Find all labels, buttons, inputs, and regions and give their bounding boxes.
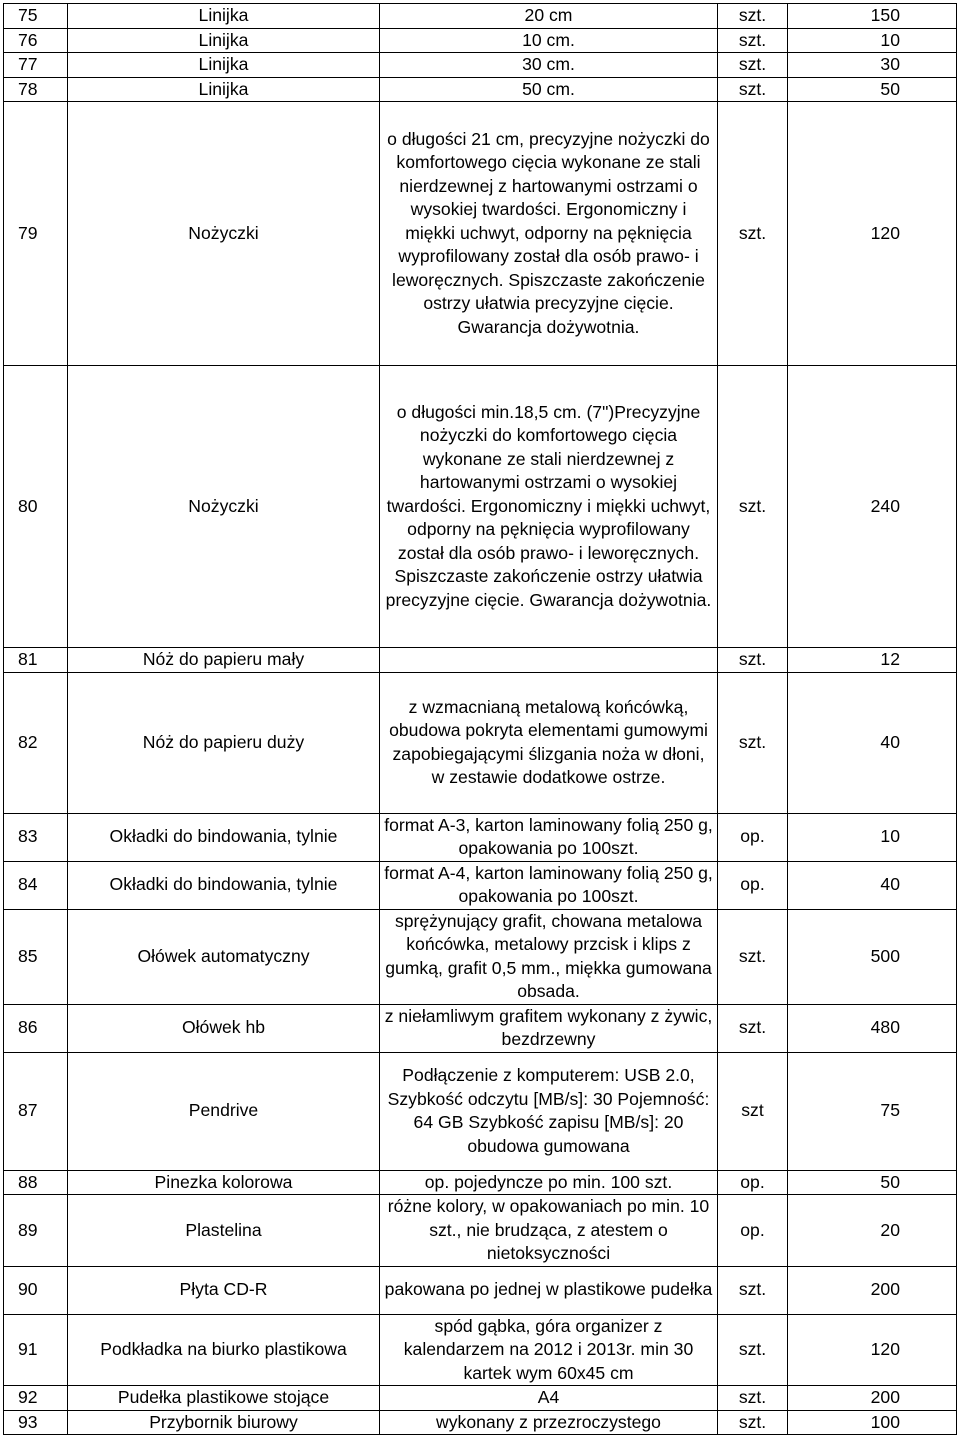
table-row bbox=[4, 909, 957, 1004]
item-number: 75 bbox=[4, 4, 68, 29]
item-number: 76 bbox=[4, 28, 68, 53]
item-description: 10 cm. bbox=[380, 28, 718, 53]
table-row bbox=[4, 366, 957, 648]
item-description: sprężynujący grafit, chowana metalowa końcówka, metalowy przcisk i klips z gumką, grafit 0,5 mm., miękka gumowana obsada. bbox=[380, 909, 718, 1004]
item-number: 87 bbox=[4, 1052, 68, 1170]
item-number: 77 bbox=[4, 53, 68, 78]
item-unit: szt. bbox=[718, 1386, 788, 1411]
item-number: 89 bbox=[4, 1195, 68, 1267]
item-number: 91 bbox=[4, 1314, 68, 1386]
item-description: pakowana po jednej w plastikowe pudełka bbox=[380, 1266, 718, 1314]
item-name: Nożyczki bbox=[68, 366, 380, 648]
item-description: 30 cm. bbox=[380, 53, 718, 78]
item-quantity: 50 bbox=[788, 1170, 957, 1195]
item-quantity: 120 bbox=[788, 1314, 957, 1386]
item-name: Pudełka plastikowe stojące bbox=[68, 1386, 380, 1411]
item-number: 83 bbox=[4, 813, 68, 861]
item-name: Linijka bbox=[68, 28, 380, 53]
item-number: 88 bbox=[4, 1170, 68, 1195]
item-description: format A-4, karton laminowany folią 250 g, opakowania po 100szt. bbox=[380, 861, 718, 909]
item-quantity: 75 bbox=[788, 1052, 957, 1170]
item-unit: szt bbox=[718, 1052, 788, 1170]
item-unit: szt. bbox=[718, 648, 788, 673]
item-name: Okładki do bindowania, tylnie bbox=[68, 861, 380, 909]
item-quantity: 480 bbox=[788, 1004, 957, 1052]
item-name: Przybornik biurowy bbox=[68, 1410, 380, 1435]
item-number: 84 bbox=[4, 861, 68, 909]
item-unit: szt. bbox=[718, 77, 788, 102]
item-quantity: 150 bbox=[788, 4, 957, 29]
item-unit: szt. bbox=[718, 672, 788, 813]
item-unit: szt. bbox=[718, 4, 788, 29]
item-description: spód gąbka, góra organizer z kalendarzem na 2012 i 2013r. min 30 kartek wym 60x45 cm bbox=[380, 1314, 718, 1386]
item-name: Nożyczki bbox=[68, 102, 380, 366]
item-unit: szt. bbox=[718, 909, 788, 1004]
item-unit: op. bbox=[718, 1170, 788, 1195]
table-row bbox=[4, 813, 957, 861]
item-quantity: 500 bbox=[788, 909, 957, 1004]
table-row bbox=[4, 4, 957, 29]
item-name: Płyta CD-R bbox=[68, 1266, 380, 1314]
item-quantity: 120 bbox=[788, 102, 957, 366]
item-quantity: 40 bbox=[788, 861, 957, 909]
table-row bbox=[4, 672, 957, 813]
table-row bbox=[4, 102, 957, 366]
item-description: o długości min.18,5 cm. (7")Precyzyjne nożyczki do komfortowego cięcia wykonane ze stali nierdzewnej z hartowanymi ostrzami o wysokiej twardości. Ergonomiczny i miękki uchwyt, odporny na pęknięcia wyprofilowany został dla osób prawo- i leworęcznych. Spiszczaste zakończenie ostrzy ułatwia precyzyjne cięcie. Gwarancja dożywotnia. bbox=[380, 366, 718, 648]
item-name: Ołówek automatyczny bbox=[68, 909, 380, 1004]
item-description: z niełamliwym grafitem wykonany z żywic, bezdrzewny bbox=[380, 1004, 718, 1052]
item-unit: op. bbox=[718, 861, 788, 909]
item-number: 86 bbox=[4, 1004, 68, 1052]
item-name: Pendrive bbox=[68, 1052, 380, 1170]
table-row bbox=[4, 28, 957, 53]
item-unit: op. bbox=[718, 813, 788, 861]
item-number: 78 bbox=[4, 77, 68, 102]
item-quantity: 50 bbox=[788, 77, 957, 102]
item-name: Linijka bbox=[68, 53, 380, 78]
item-quantity: 30 bbox=[788, 53, 957, 78]
table-row bbox=[4, 1410, 957, 1435]
item-name: Linijka bbox=[68, 4, 380, 29]
item-number: 81 bbox=[4, 648, 68, 673]
item-number: 93 bbox=[4, 1410, 68, 1435]
item-description: format A-3, karton laminowany folią 250 g, opakowania po 100szt. bbox=[380, 813, 718, 861]
table-row bbox=[4, 77, 957, 102]
table-row bbox=[4, 861, 957, 909]
item-name: Nóż do papieru duży bbox=[68, 672, 380, 813]
item-name: Podkładka na biurko plastikowa bbox=[68, 1314, 380, 1386]
item-quantity: 10 bbox=[788, 813, 957, 861]
table-row bbox=[4, 1052, 957, 1170]
item-quantity: 100 bbox=[788, 1410, 957, 1435]
item-description: z wzmacnianą metalową końcówką, obudowa pokryta elementami gumowymi zapobiegającymi ślizgania noża w dłoni, w zestawie dodatkowe ostrze. bbox=[380, 672, 718, 813]
item-name: Okładki do bindowania, tylnie bbox=[68, 813, 380, 861]
item-description: 20 cm bbox=[380, 4, 718, 29]
table-row bbox=[4, 1266, 957, 1314]
item-description bbox=[380, 648, 718, 673]
item-quantity: 20 bbox=[788, 1195, 957, 1267]
item-number: 85 bbox=[4, 909, 68, 1004]
table-row bbox=[4, 1386, 957, 1411]
item-name: Ołówek hb bbox=[68, 1004, 380, 1052]
item-unit: op. bbox=[718, 1195, 788, 1267]
item-number: 90 bbox=[4, 1266, 68, 1314]
item-name: Linijka bbox=[68, 77, 380, 102]
table-row bbox=[4, 1004, 957, 1052]
item-name: Plastelina bbox=[68, 1195, 380, 1267]
item-name: Nóż do papieru mały bbox=[68, 648, 380, 673]
item-unit: szt. bbox=[718, 28, 788, 53]
items-table bbox=[3, 3, 957, 1435]
item-description: 50 cm. bbox=[380, 77, 718, 102]
table-row bbox=[4, 53, 957, 78]
item-quantity: 200 bbox=[788, 1386, 957, 1411]
item-number: 92 bbox=[4, 1386, 68, 1411]
item-unit: szt. bbox=[718, 1410, 788, 1435]
item-description: op. pojedyncze po min. 100 szt. bbox=[380, 1170, 718, 1195]
item-quantity: 10 bbox=[788, 28, 957, 53]
item-description: Podłączenie z komputerem: USB 2.0, Szybkość odczytu [MB/s]: 30 Pojemność: 64 GB Szybkość zapisu [MB/s]: 20 obudowa gumowana bbox=[380, 1052, 718, 1170]
table-row bbox=[4, 1195, 957, 1267]
item-number: 79 bbox=[4, 102, 68, 366]
item-description: o długości 21 cm, precyzyjne nożyczki do komfortowego cięcia wykonane ze stali nierdzewnej z hartowanymi ostrzami o wysokiej twardości. Ergonomiczny i miękki uchwyt, odporny na pęknięcia wyprofilowany został dla osób prawo- i leworęcznych. Spiszczaste zakończenie ostrzy ułatwia precyzyjne cięcie. Gwarancja dożywotnia. bbox=[380, 102, 718, 366]
item-quantity: 40 bbox=[788, 672, 957, 813]
table-row bbox=[4, 1314, 957, 1386]
item-unit: szt. bbox=[718, 102, 788, 366]
item-quantity: 240 bbox=[788, 366, 957, 648]
item-quantity: 12 bbox=[788, 648, 957, 673]
item-quantity: 200 bbox=[788, 1266, 957, 1314]
item-unit: szt. bbox=[718, 1266, 788, 1314]
item-unit: szt. bbox=[718, 366, 788, 648]
table-row bbox=[4, 1170, 957, 1195]
item-description: A4 bbox=[380, 1386, 718, 1411]
item-unit: szt. bbox=[718, 1314, 788, 1386]
table-row bbox=[4, 648, 957, 673]
item-unit: szt. bbox=[718, 53, 788, 78]
item-name: Pinezka kolorowa bbox=[68, 1170, 380, 1195]
item-description: różne kolory, w opakowaniach po min. 10 szt., nie brudząca, z atestem o nietoksyczności bbox=[380, 1195, 718, 1267]
item-number: 80 bbox=[4, 366, 68, 648]
item-description: wykonany z przezroczystego bbox=[380, 1410, 718, 1435]
item-unit: szt. bbox=[718, 1004, 788, 1052]
item-number: 82 bbox=[4, 672, 68, 813]
